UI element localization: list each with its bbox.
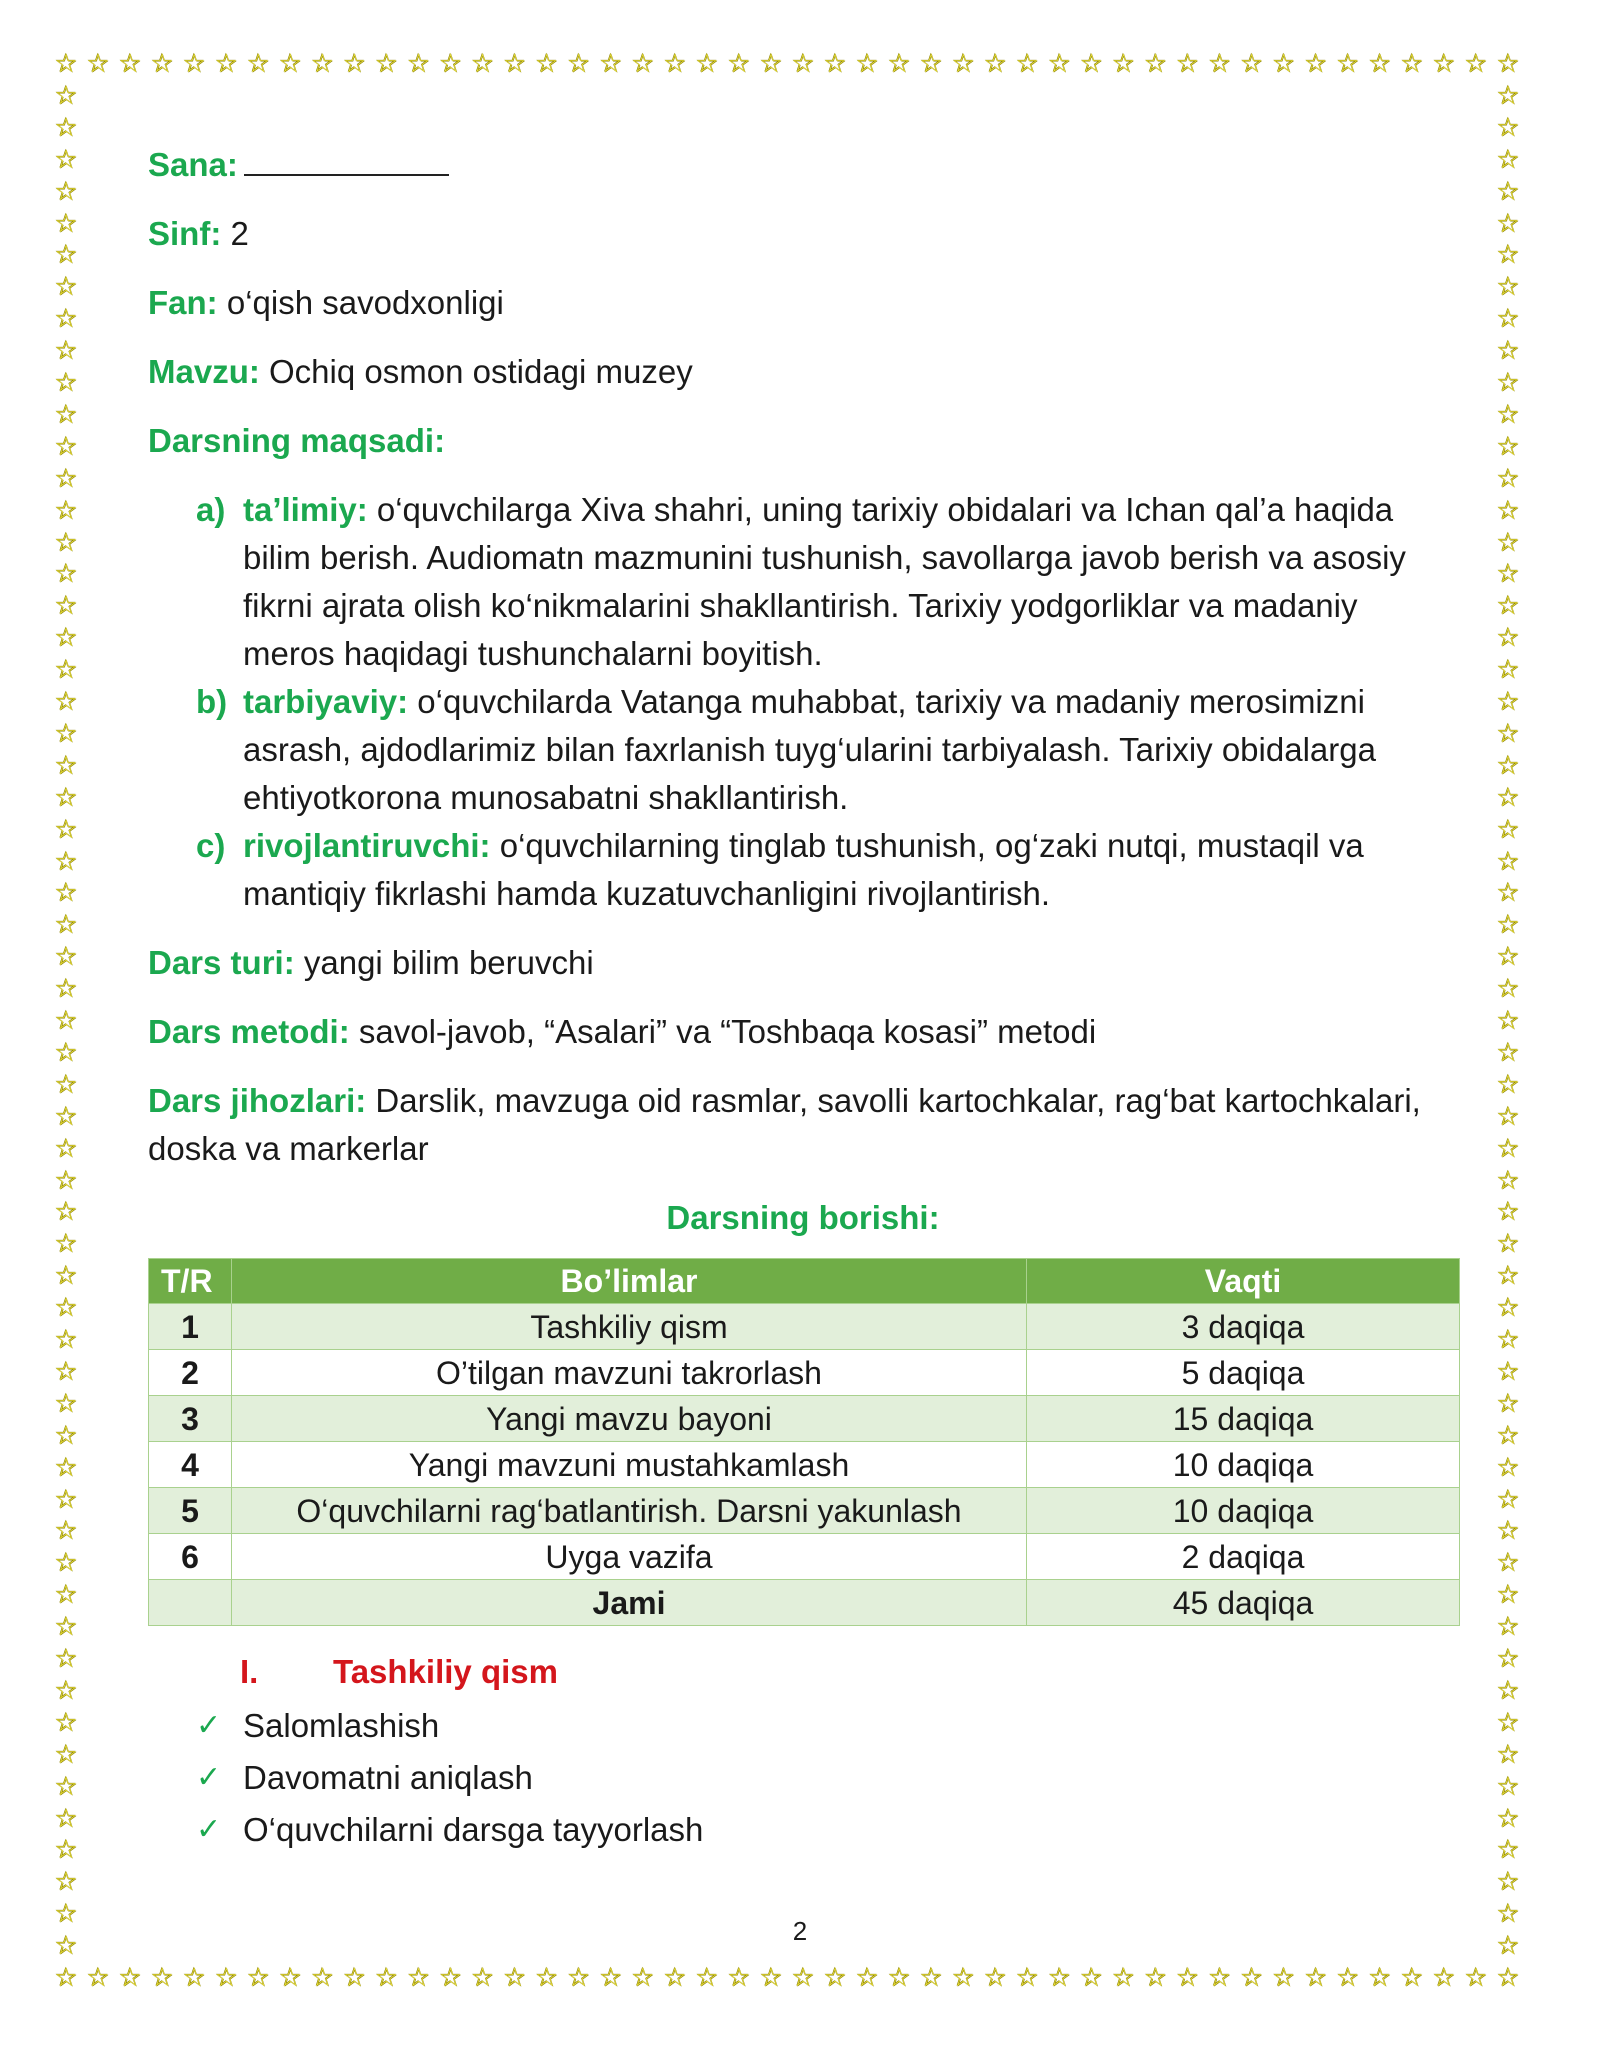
star-outline-icon: ☆ xyxy=(1496,1675,1520,1706)
star-outline-icon: ☆ xyxy=(791,49,815,79)
star-outline-icon: ☆ xyxy=(1496,559,1520,590)
goal-label: ta’limiy: xyxy=(243,491,368,528)
star-outline-icon: ☆ xyxy=(54,1739,78,1770)
star-outline-icon: ☆ xyxy=(54,1293,78,1324)
star-outline-icon: ☆ xyxy=(54,1580,78,1611)
star-outline-icon: ☆ xyxy=(1496,1739,1520,1770)
star-outline-icon: ☆ xyxy=(1496,1963,1520,1993)
checklist xyxy=(148,1702,1458,1854)
star-outline-icon: ☆ xyxy=(1336,1963,1360,1993)
star-outline-icon: ☆ xyxy=(54,1516,78,1547)
star-outline-icon: ☆ xyxy=(919,49,943,79)
star-outline-icon: ☆ xyxy=(54,1037,78,1068)
star-outline-icon: ☆ xyxy=(54,1261,78,1292)
lesson-method-row xyxy=(148,1008,1458,1056)
goal-text: o‘quvchilarning tinglab tushunish, og‘zaki nutqi, mustaqil va mantiqiy fikrlashi hamda kuzatuvchanligini rivojlantirish. xyxy=(243,827,1364,912)
star-outline-icon: ☆ xyxy=(1207,49,1232,79)
star-outline-icon: ☆ xyxy=(1496,1580,1520,1611)
star-outline-icon: ☆ xyxy=(951,49,975,79)
star-outline-icon: ☆ xyxy=(54,144,78,175)
star-outline-icon: ☆ xyxy=(1239,1963,1264,1993)
list-item-text: Davomatni aniqlash xyxy=(243,1759,533,1796)
star-outline-icon: ☆ xyxy=(54,1835,78,1866)
star-outline-icon: ☆ xyxy=(54,1548,78,1579)
star-outline-icon: ☆ xyxy=(1368,1963,1392,1993)
grade-label: Sinf: xyxy=(148,215,222,252)
list-item-text: O‘quvchilarni darsga tayyorlash xyxy=(243,1811,704,1848)
star-outline-icon: ☆ xyxy=(54,1899,78,1930)
star-outline-icon: ☆ xyxy=(1047,49,1072,79)
star-outline-icon: ☆ xyxy=(54,463,78,494)
star-outline-icon: ☆ xyxy=(1496,1899,1520,1930)
star-outline-icon: ☆ xyxy=(855,49,879,79)
checkmark-icon: ✓ xyxy=(196,1760,222,1795)
star-outline-icon: ☆ xyxy=(54,1644,78,1674)
star-outline-icon: ☆ xyxy=(54,1356,78,1387)
row-section: Yangi mavzu bayoni xyxy=(232,1396,1027,1442)
star-outline-icon: ☆ xyxy=(1496,1452,1520,1483)
star-outline-icon: ☆ xyxy=(1496,687,1520,717)
star-outline-icon: ☆ xyxy=(406,1963,431,1993)
table-row xyxy=(149,1304,1460,1350)
star-outline-icon: ☆ xyxy=(54,846,78,877)
star-outline-icon: ☆ xyxy=(54,718,78,749)
star-outline-icon: ☆ xyxy=(1496,1803,1520,1834)
star-outline-icon: ☆ xyxy=(1015,1963,1039,1993)
star-outline-icon: ☆ xyxy=(1496,718,1520,749)
list-item xyxy=(148,1754,1458,1802)
page-number: 2 xyxy=(792,1916,808,1946)
star-outline-icon: ☆ xyxy=(887,1963,911,1993)
star-outline-icon: ☆ xyxy=(1496,750,1520,781)
table-header-row xyxy=(149,1259,1460,1304)
star-outline-icon: ☆ xyxy=(502,49,527,79)
star-outline-icon: ☆ xyxy=(1432,49,1456,79)
lesson-type-row xyxy=(148,939,1458,987)
star-outline-icon: ☆ xyxy=(54,1963,78,1993)
lesson-equipment-value: Darslik, mavzuga oid rasmlar, savolli kartochkalar, rag‘bat kartochkalari, doska va markerlar xyxy=(148,1082,1421,1167)
star-outline-icon: ☆ xyxy=(1496,1069,1520,1100)
row-time: 3 daqiqa xyxy=(1027,1304,1460,1350)
star-outline-icon: ☆ xyxy=(1368,49,1392,79)
star-outline-icon: ☆ xyxy=(1496,495,1520,526)
goals-list xyxy=(148,486,1458,918)
topic-label: Mavzu: xyxy=(148,353,260,390)
star-outline-icon: ☆ xyxy=(599,49,623,79)
star-outline-icon: ☆ xyxy=(1304,49,1328,79)
star-outline-icon: ☆ xyxy=(1207,1963,1232,1993)
star-outline-icon: ☆ xyxy=(54,782,78,813)
star-outline-icon: ☆ xyxy=(406,49,431,79)
star-outline-icon: ☆ xyxy=(182,1963,206,1993)
star-outline-icon: ☆ xyxy=(54,1612,78,1643)
row-number: 6 xyxy=(149,1534,232,1580)
star-outline-icon: ☆ xyxy=(1496,1261,1520,1292)
row-section: Yangi mavzuni mustahkamlash xyxy=(232,1442,1027,1488)
table-row xyxy=(149,1396,1460,1442)
star-outline-icon: ☆ xyxy=(535,49,559,79)
topic-value: Ochiq osmon ostidagi muzey xyxy=(269,353,693,390)
row-number: 4 xyxy=(149,1442,232,1488)
star-outline-icon: ☆ xyxy=(278,49,302,79)
star-outline-icon: ☆ xyxy=(1496,1548,1520,1579)
star-outline-icon: ☆ xyxy=(1079,49,1104,79)
section-heading xyxy=(148,1648,1458,1696)
star-outline-icon: ☆ xyxy=(54,1420,78,1451)
star-outline-icon: ☆ xyxy=(54,304,78,335)
star-outline-icon: ☆ xyxy=(54,1165,78,1196)
star-outline-icon: ☆ xyxy=(759,49,783,79)
lesson-method-value: savol-javob, “Asalari” va “Toshbaqa kosasi” metodi xyxy=(358,1013,1097,1050)
star-outline-icon: ☆ xyxy=(1143,49,1168,79)
star-outline-icon: ☆ xyxy=(54,910,78,941)
table-row xyxy=(149,1442,1460,1488)
star-outline-icon: ☆ xyxy=(54,49,78,79)
star-outline-icon: ☆ xyxy=(54,1069,78,1100)
star-outline-icon: ☆ xyxy=(1496,240,1520,271)
star-outline-icon: ☆ xyxy=(310,1963,334,1993)
star-outline-icon: ☆ xyxy=(1496,463,1520,494)
star-outline-icon: ☆ xyxy=(54,1803,78,1834)
star-outline-icon: ☆ xyxy=(1496,1133,1520,1164)
subject-value: o‘qish savodxonligi xyxy=(226,284,504,321)
goal-letter: b) xyxy=(196,683,228,720)
star-outline-icon: ☆ xyxy=(54,591,78,622)
star-outline-icon: ☆ xyxy=(1464,49,1488,79)
list-item-text: Salomlashish xyxy=(243,1707,440,1744)
star-outline-icon: ☆ xyxy=(1143,1963,1168,1993)
star-outline-icon: ☆ xyxy=(823,49,847,79)
row-time: 15 daqiqa xyxy=(1027,1396,1460,1442)
star-outline-icon: ☆ xyxy=(567,49,591,79)
star-outline-icon: ☆ xyxy=(86,1963,110,1993)
star-outline-icon: ☆ xyxy=(54,495,78,526)
star-outline-icon: ☆ xyxy=(438,49,463,79)
star-outline-icon: ☆ xyxy=(727,1963,751,1993)
star-outline-icon: ☆ xyxy=(1496,814,1520,845)
star-outline-icon: ☆ xyxy=(663,49,687,79)
star-outline-icon: ☆ xyxy=(695,49,719,79)
row-section: Tashkiliy qism xyxy=(232,1304,1027,1350)
star-outline-icon: ☆ xyxy=(1496,399,1520,430)
star-outline-icon: ☆ xyxy=(470,49,495,79)
star-outline-icon: ☆ xyxy=(54,431,78,462)
star-outline-icon: ☆ xyxy=(1496,655,1520,686)
star-outline-icon: ☆ xyxy=(54,527,78,558)
list-item xyxy=(148,1702,1458,1750)
star-outline-icon: ☆ xyxy=(631,1963,655,1993)
star-outline-icon: ☆ xyxy=(1111,1963,1136,1993)
star-outline-icon: ☆ xyxy=(54,1197,78,1228)
star-outline-icon: ☆ xyxy=(887,49,911,79)
section-title: Tashkiliy qism xyxy=(333,1653,558,1690)
star-outline-icon: ☆ xyxy=(502,1963,527,1993)
goal-text: o‘quvchilarga Xiva shahri, uning tarixiy obidalari va Ichan qal’a haqida bilim berish. Audiomatn mazmunini tushunish, savollarga javob berish va asosiy fikrni ajrata olish ko‘nikmalarini shakllantirish. Tarixiy yodgorliklar va madaniy meros haqidagi tushunchalarni boyitish. xyxy=(243,491,1406,672)
star-outline-icon: ☆ xyxy=(54,655,78,686)
row-number: 2 xyxy=(149,1350,232,1396)
star-outline-icon: ☆ xyxy=(1111,49,1136,79)
goal-letter: c) xyxy=(196,827,226,864)
goal-item-educational xyxy=(148,486,1458,678)
star-outline-icon: ☆ xyxy=(54,1931,78,1962)
lesson-plan xyxy=(148,140,1458,1858)
star-outline-icon: ☆ xyxy=(1496,1325,1520,1355)
star-outline-icon: ☆ xyxy=(1496,1835,1520,1866)
star-outline-icon: ☆ xyxy=(1496,176,1520,207)
topic-row xyxy=(148,348,1458,396)
star-outline-icon: ☆ xyxy=(1496,1101,1520,1132)
lesson-equipment-row xyxy=(148,1077,1458,1173)
star-outline-icon: ☆ xyxy=(791,1963,815,1993)
table-total-row xyxy=(149,1580,1460,1626)
row-number: 3 xyxy=(149,1396,232,1442)
star-outline-icon: ☆ xyxy=(535,1963,559,1993)
star-outline-icon: ☆ xyxy=(54,623,78,654)
subject-row xyxy=(148,279,1458,327)
star-outline-icon: ☆ xyxy=(1272,1963,1296,1993)
star-outline-icon: ☆ xyxy=(54,1388,78,1419)
table-row xyxy=(149,1488,1460,1534)
grade-row xyxy=(148,210,1458,258)
star-outline-icon: ☆ xyxy=(919,1963,943,1993)
star-outline-icon: ☆ xyxy=(54,687,78,717)
star-outline-icon: ☆ xyxy=(855,1963,879,1993)
star-outline-icon: ☆ xyxy=(1015,49,1039,79)
star-outline-icon: ☆ xyxy=(214,1963,238,1993)
star-outline-icon: ☆ xyxy=(1496,112,1520,143)
goal-label: rivojlantiruvchi: xyxy=(243,827,491,864)
star-outline-icon: ☆ xyxy=(1175,49,1200,79)
star-outline-icon: ☆ xyxy=(695,1963,719,1993)
star-outline-icon: ☆ xyxy=(310,49,334,79)
list-item xyxy=(148,1806,1458,1854)
star-outline-icon: ☆ xyxy=(54,208,78,239)
star-outline-icon: ☆ xyxy=(1079,1963,1104,1993)
row-time: 10 daqiqa xyxy=(1027,1442,1460,1488)
star-outline-icon: ☆ xyxy=(1304,1963,1328,1993)
total-number-cell xyxy=(149,1580,232,1626)
star-outline-icon: ☆ xyxy=(1496,368,1520,398)
checkmark-icon: ✓ xyxy=(196,1812,222,1847)
star-outline-icon: ☆ xyxy=(1496,1707,1520,1738)
star-outline-icon: ☆ xyxy=(1496,1197,1520,1228)
table-row xyxy=(149,1534,1460,1580)
column-header-section: Bo’limlar xyxy=(232,1259,1027,1304)
star-outline-icon: ☆ xyxy=(438,1963,463,1993)
star-outline-icon: ☆ xyxy=(1432,1963,1456,1993)
goals-label: Darsning maqsadi: xyxy=(148,422,446,459)
lesson-type-label: Dars turi: xyxy=(148,944,295,981)
star-outline-icon: ☆ xyxy=(1496,80,1520,111)
star-outline-icon: ☆ xyxy=(54,112,78,143)
star-outline-icon: ☆ xyxy=(1496,782,1520,813)
star-outline-icon: ☆ xyxy=(1496,1165,1520,1196)
star-outline-icon: ☆ xyxy=(1400,49,1424,79)
plan-title: Darsning borishi: xyxy=(666,1199,940,1236)
star-outline-icon: ☆ xyxy=(54,272,78,303)
goal-item-developmental xyxy=(148,822,1458,918)
star-outline-icon: ☆ xyxy=(342,49,367,79)
row-section: Uyga vazifa xyxy=(232,1534,1027,1580)
star-outline-icon: ☆ xyxy=(983,1963,1007,1993)
star-outline-icon: ☆ xyxy=(470,1963,495,1993)
star-outline-icon: ☆ xyxy=(54,1325,78,1355)
row-time: 10 daqiqa xyxy=(1027,1488,1460,1534)
lesson-method-label: Dars metodi: xyxy=(148,1013,350,1050)
star-outline-icon: ☆ xyxy=(54,750,78,781)
total-label: Jami xyxy=(232,1580,1027,1626)
star-outline-icon: ☆ xyxy=(278,1963,302,1993)
star-outline-icon: ☆ xyxy=(1400,1963,1424,1993)
star-outline-icon: ☆ xyxy=(150,49,174,79)
star-outline-icon: ☆ xyxy=(54,814,78,845)
star-outline-icon: ☆ xyxy=(54,942,78,973)
star-outline-icon: ☆ xyxy=(1496,846,1520,877)
star-outline-icon: ☆ xyxy=(118,49,142,79)
star-outline-icon: ☆ xyxy=(54,176,78,207)
star-outline-icon: ☆ xyxy=(342,1963,367,1993)
star-outline-icon: ☆ xyxy=(1496,144,1520,175)
star-outline-icon: ☆ xyxy=(182,49,206,79)
checkmark-icon: ✓ xyxy=(196,1708,222,1743)
star-outline-icon: ☆ xyxy=(1496,1293,1520,1324)
column-header-time: Vaqti xyxy=(1027,1259,1460,1304)
star-outline-icon: ☆ xyxy=(1496,974,1520,1005)
star-outline-icon: ☆ xyxy=(54,80,78,111)
star-outline-icon: ☆ xyxy=(951,1963,975,1993)
star-outline-icon: ☆ xyxy=(1496,336,1520,367)
star-outline-icon: ☆ xyxy=(1496,910,1520,941)
star-outline-icon: ☆ xyxy=(1239,49,1264,79)
star-outline-icon: ☆ xyxy=(727,49,751,79)
column-header-number: T/R xyxy=(149,1259,232,1304)
star-outline-icon: ☆ xyxy=(54,336,78,367)
star-outline-icon: ☆ xyxy=(1496,878,1520,909)
star-outline-icon: ☆ xyxy=(1496,1420,1520,1451)
section-numeral: I. xyxy=(240,1653,259,1690)
star-outline-icon: ☆ xyxy=(1496,304,1520,335)
lesson-plan-table xyxy=(148,1258,1460,1626)
star-outline-icon: ☆ xyxy=(54,1707,78,1738)
row-section: O‘quvchilarni rag‘batlantirish. Darsni yakunlash xyxy=(232,1488,1027,1534)
subject-label: Fan: xyxy=(148,284,218,321)
star-outline-icon: ☆ xyxy=(1496,623,1520,654)
star-outline-icon: ☆ xyxy=(374,49,399,79)
row-time: 5 daqiqa xyxy=(1027,1350,1460,1396)
star-outline-icon: ☆ xyxy=(1496,1388,1520,1419)
star-outline-icon: ☆ xyxy=(150,1963,174,1993)
star-outline-icon: ☆ xyxy=(54,368,78,398)
star-outline-icon: ☆ xyxy=(1496,942,1520,973)
grade-value: 2 xyxy=(230,215,249,252)
star-outline-icon: ☆ xyxy=(1496,272,1520,303)
star-outline-icon: ☆ xyxy=(759,1963,783,1993)
date-label: Sana: xyxy=(148,146,238,183)
star-outline-icon: ☆ xyxy=(54,1675,78,1706)
star-outline-icon: ☆ xyxy=(1496,49,1520,79)
star-outline-icon: ☆ xyxy=(1496,1644,1520,1674)
star-outline-icon: ☆ xyxy=(246,49,270,79)
goal-letter: a) xyxy=(196,491,226,528)
star-outline-icon: ☆ xyxy=(1496,527,1520,558)
date-blank-line xyxy=(244,140,449,176)
star-outline-icon: ☆ xyxy=(1496,1006,1520,1036)
star-outline-icon: ☆ xyxy=(54,878,78,909)
goals-heading xyxy=(148,417,1458,465)
star-outline-icon: ☆ xyxy=(599,1963,623,1993)
star-outline-icon: ☆ xyxy=(1496,1931,1520,1962)
star-outline-icon: ☆ xyxy=(567,1963,591,1993)
star-outline-icon: ☆ xyxy=(631,49,655,79)
star-outline-icon: ☆ xyxy=(1336,49,1360,79)
star-outline-icon: ☆ xyxy=(1496,591,1520,622)
lesson-type-value: yangi bilim beruvchi xyxy=(303,944,594,981)
star-outline-icon: ☆ xyxy=(1496,1484,1520,1515)
row-section: O’tilgan mavzuni takrorlash xyxy=(232,1350,1027,1396)
star-outline-icon: ☆ xyxy=(86,49,110,79)
star-outline-icon: ☆ xyxy=(1272,49,1296,79)
total-time: 45 daqiqa xyxy=(1027,1580,1460,1626)
star-outline-icon: ☆ xyxy=(1496,1867,1520,1898)
star-outline-icon: ☆ xyxy=(54,1229,78,1260)
star-outline-icon: ☆ xyxy=(54,1101,78,1132)
star-outline-icon: ☆ xyxy=(1496,208,1520,239)
star-outline-icon: ☆ xyxy=(1496,1771,1520,1802)
star-outline-icon: ☆ xyxy=(1496,1229,1520,1260)
star-outline-icon: ☆ xyxy=(54,559,78,590)
row-number: 5 xyxy=(149,1488,232,1534)
star-outline-icon: ☆ xyxy=(1175,1963,1200,1993)
star-outline-icon: ☆ xyxy=(54,240,78,271)
star-outline-icon: ☆ xyxy=(54,1006,78,1036)
star-outline-icon: ☆ xyxy=(1496,1356,1520,1387)
star-outline-icon: ☆ xyxy=(1496,1612,1520,1643)
star-outline-icon: ☆ xyxy=(1464,1963,1488,1993)
star-outline-icon: ☆ xyxy=(214,49,238,79)
lesson-equipment-label: Dars jihozlari: xyxy=(148,1082,367,1119)
table-row xyxy=(149,1350,1460,1396)
star-outline-icon: ☆ xyxy=(118,1963,142,1993)
star-outline-icon: ☆ xyxy=(54,1484,78,1515)
star-outline-icon: ☆ xyxy=(663,1963,687,1993)
goal-item-upbringing xyxy=(148,678,1458,822)
row-time: 2 daqiqa xyxy=(1027,1534,1460,1580)
star-outline-icon: ☆ xyxy=(374,1963,399,1993)
star-outline-icon: ☆ xyxy=(54,974,78,1005)
star-outline-icon: ☆ xyxy=(1047,1963,1072,1993)
star-outline-icon: ☆ xyxy=(54,1452,78,1483)
star-outline-icon: ☆ xyxy=(54,1133,78,1164)
star-outline-icon: ☆ xyxy=(246,1963,270,1993)
star-outline-icon: ☆ xyxy=(54,1867,78,1898)
goal-text: o‘quvchilarda Vatanga muhabbat, tarixiy va madaniy merosimizni asrash, ajdodlarimiz bilan faxrlanish tuyg‘ularini tarbiyalash. Tarixiy obidalarga ehtiyotkorona munosabatni shakllantirish. xyxy=(243,683,1376,816)
star-outline-icon: ☆ xyxy=(54,399,78,430)
star-outline-icon: ☆ xyxy=(1496,1516,1520,1547)
star-outline-icon: ☆ xyxy=(1496,1037,1520,1068)
row-number: 1 xyxy=(149,1304,232,1350)
star-outline-icon: ☆ xyxy=(983,49,1007,79)
star-outline-icon: ☆ xyxy=(823,1963,847,1993)
goal-label: tarbiyaviy: xyxy=(243,683,409,720)
star-outline-icon: ☆ xyxy=(54,1771,78,1802)
date-row xyxy=(148,140,1458,189)
star-outline-icon: ☆ xyxy=(1496,431,1520,462)
